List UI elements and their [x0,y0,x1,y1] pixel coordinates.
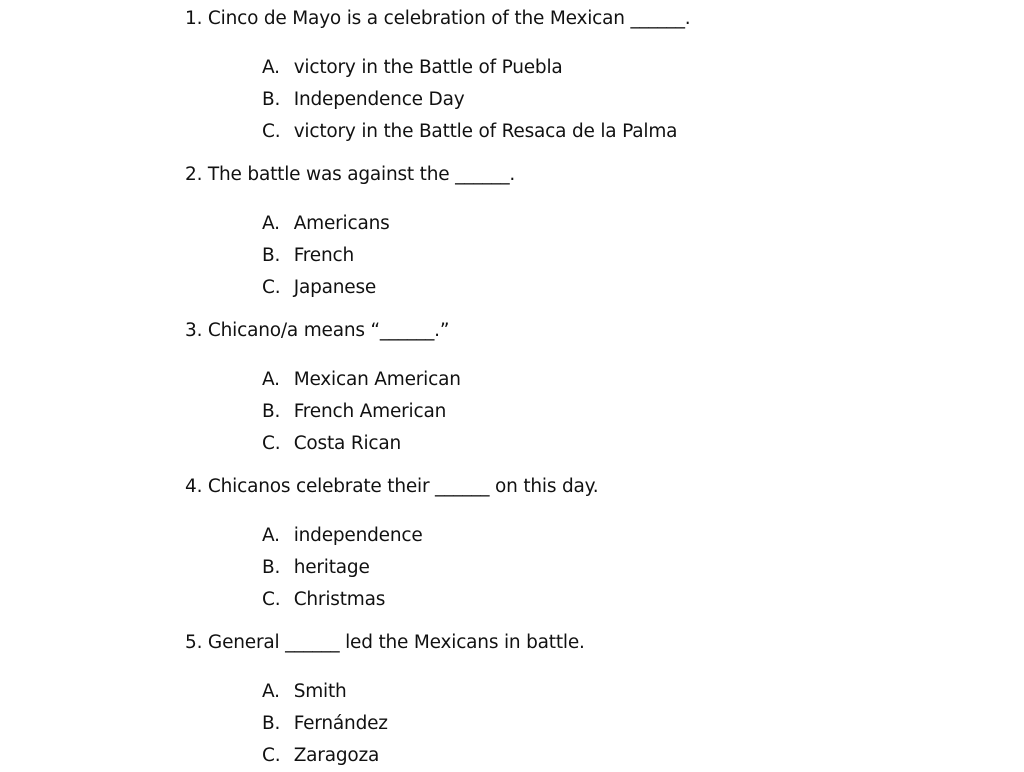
option-list [262,208,945,304]
option-letter: C. [262,745,281,766]
option-letter: A. [262,213,280,234]
option-b [262,240,945,272]
option-text: Fernández [293,713,388,734]
option-list [262,52,945,148]
option-letter: C. [262,121,281,142]
question-5 [185,630,945,772]
question-text: 5. General ______ led the Mexicans in battle. [185,632,585,653]
option-letter: C. [262,277,281,298]
option-letter: B. [262,713,281,734]
option-b [262,84,945,116]
option-letter: C. [262,589,281,610]
question-3 [185,318,945,460]
option-letter: A. [262,525,280,546]
option-letter: B. [262,557,281,578]
option-letter: A. [262,57,280,78]
option-b [262,396,945,428]
option-a [262,52,945,84]
option-c [262,584,945,616]
option-letter: C. [262,433,281,454]
option-text: victory in the Battle of Puebla [293,57,563,78]
option-text: Costa Rican [293,433,402,454]
option-c [262,740,945,772]
option-a [262,208,945,240]
question-text: 3. Chicano/a means “______.” [185,320,450,341]
option-text: Independence Day [293,89,465,110]
option-a [262,364,945,396]
option-text: French [293,245,354,266]
option-a [262,676,945,708]
option-text: Zaragoza [293,745,380,766]
question-4 [185,474,945,616]
option-b [262,708,945,740]
option-letter: A. [262,681,280,702]
option-list [262,520,945,616]
quiz [185,6,945,772]
question-text: 2. The battle was against the ______. [185,164,516,185]
option-c [262,116,945,148]
option-text: French American [293,401,447,422]
option-letter: B. [262,89,281,110]
option-list [262,676,945,772]
option-list [262,364,945,460]
question-1 [185,6,945,148]
option-text: Smith [293,681,347,702]
option-letter: A. [262,369,280,390]
option-text: Japanese [293,277,377,298]
option-c [262,428,945,460]
question-text: 1. Cinco de Mayo is a celebration of the Mexican ______. [185,8,691,29]
option-c [262,272,945,304]
option-text: Christmas [293,589,386,610]
option-text: Americans [293,213,390,234]
question-text: 4. Chicanos celebrate their ______ on this day. [185,476,599,497]
option-text: independence [293,525,423,546]
option-b [262,552,945,584]
option-text: Mexican American [293,369,461,390]
option-letter: B. [262,401,281,422]
option-letter: B. [262,245,281,266]
option-text: victory in the Battle of Resaca de la Palma [293,121,678,142]
question-2 [185,162,945,304]
option-a [262,520,945,552]
option-text: heritage [293,557,370,578]
